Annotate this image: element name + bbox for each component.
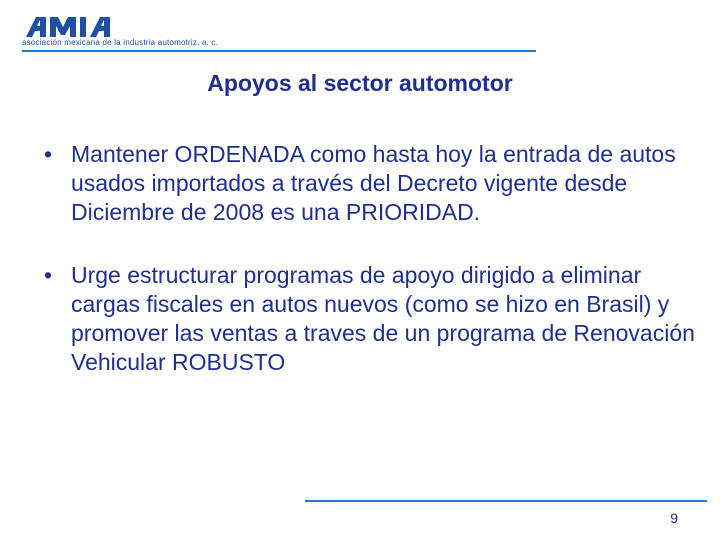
header-divider bbox=[22, 50, 536, 52]
footer-divider bbox=[305, 500, 707, 502]
page-number: 9 bbox=[670, 510, 678, 526]
bullet-item bbox=[44, 261, 704, 377]
slide-title: Apoyos al sector automotor bbox=[207, 70, 513, 96]
bullet-text: Mantener ORDENADA como hasta hoy la entrada de autos usados importados a través del Decreto vigente desde Diciembre de 2008 es una PRIORIDAD. bbox=[71, 141, 676, 225]
bullet-symbol: • bbox=[44, 262, 53, 288]
bullet-list bbox=[44, 140, 704, 377]
logo-tagline: asociación mexicana de la industria automotriz, a. c. bbox=[22, 38, 219, 47]
bullet-item bbox=[44, 140, 704, 227]
amia-logo bbox=[26, 17, 126, 37]
bullet-symbol: • bbox=[44, 141, 53, 167]
bullet-text: Urge estructurar programas de apoyo dirigido a eliminar cargas fiscales en autos nuevos (como se hizo en Brasil) y promover las ventas a traves de un programa de Renovación Vehicular ROBUSTO bbox=[71, 262, 695, 375]
